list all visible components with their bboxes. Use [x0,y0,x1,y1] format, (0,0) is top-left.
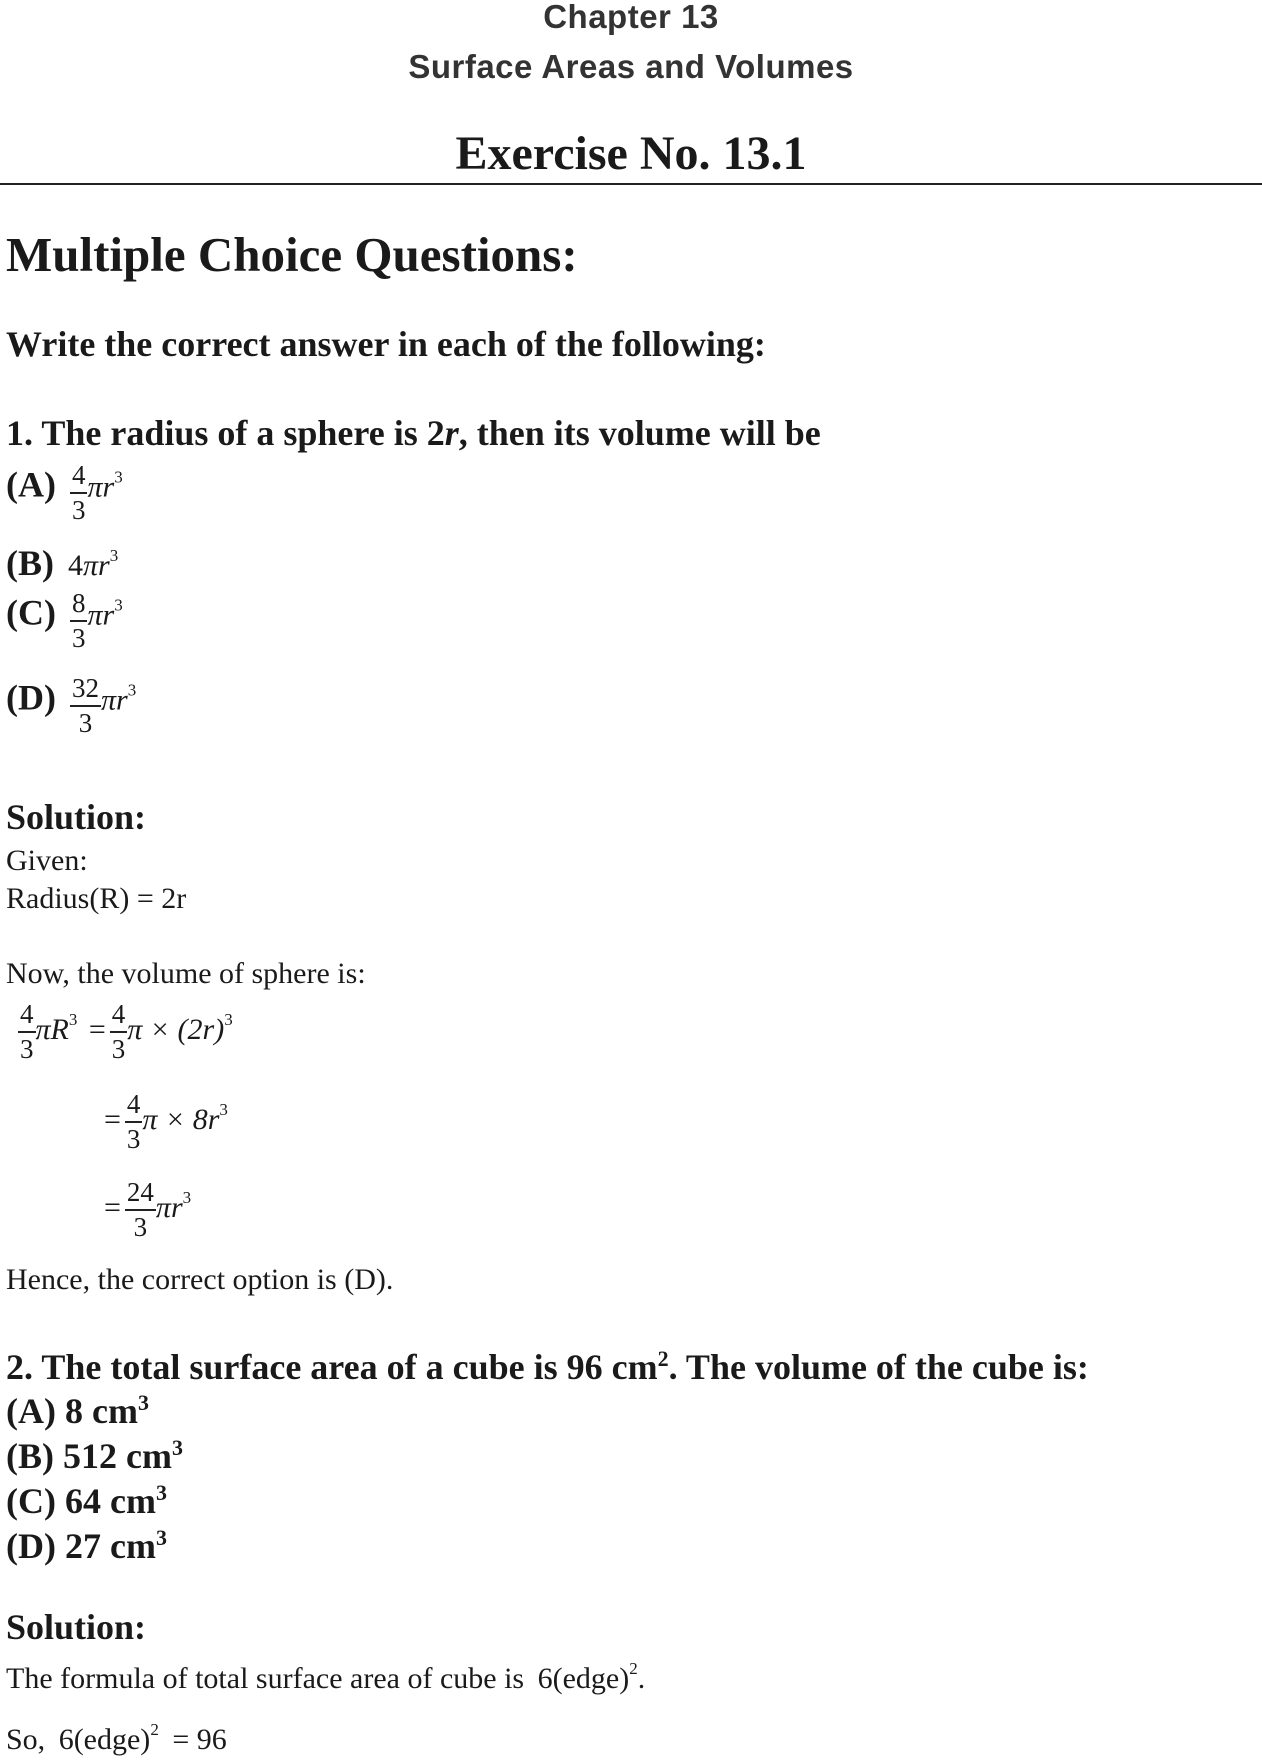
option-exponent: 3 [114,595,123,615]
question-2-text: 2. The total surface area of a cube is 96 cm [6,1347,658,1387]
q1-step-1 [18,1001,233,1063]
chapter-number: Chapter 13 [543,0,719,35]
option-text: (B) 512 cm [6,1436,172,1476]
option-label: (A) [6,464,56,505]
section-title: Multiple Choice Questions: [6,227,578,282]
option-label: (C) [6,592,56,633]
question-1-prefix: 1. The radius of a sphere is 2 [6,413,445,453]
formula-exponent: 2 [629,1659,638,1678]
formula-expression: 6(edge) [537,1662,630,1695]
step-fraction [125,1091,143,1153]
option-text: (C) 64 cm [6,1481,156,1521]
so-rhs: = 96 [172,1723,227,1756]
option-exponent: 3 [137,1390,149,1415]
option-term: πr [87,470,115,504]
fraction-denominator: 3 [111,1034,126,1064]
fraction-numerator: 24 [125,1179,156,1211]
question-1-variable: r [444,413,459,453]
fraction-denominator: 3 [78,708,93,738]
fraction-numerator: 32 [70,675,101,707]
q1-conclusion: Hence, the correct option is (D). [6,1263,394,1296]
q2-solution-title: Solution: [6,1607,147,1647]
chapter-title: Surface Areas and Volumes [408,48,854,85]
q1-option-b [6,542,118,584]
q2-formula [6,1659,645,1696]
option-exponent: 3 [109,546,119,565]
option-exponent: 3 [155,1480,167,1505]
step-exponent: 3 [219,1099,228,1119]
fraction-numerator: 8 [70,590,88,622]
option-text: (D) 27 cm [6,1526,156,1566]
q2-so-line [6,1720,227,1757]
q2-option-a [6,1390,149,1432]
option-term: πr [100,683,128,717]
option-fraction [70,462,88,524]
header-divider [0,183,1262,185]
option-exponent: 3 [171,1435,183,1460]
fraction-numerator: 4 [18,1001,36,1033]
question-1 [6,412,821,454]
instruction-text: Write the correct answer in each of the following: [6,324,766,364]
option-exponent: 3 [155,1525,167,1550]
so-text: So, [6,1723,46,1756]
q1-radius: Radius(R) = 2r [6,882,187,915]
fraction-denominator: 3 [20,1034,34,1064]
step-exponent: 3 [68,1009,78,1029]
q1-option-d [6,675,136,737]
question-2-exponent: 2 [657,1346,669,1371]
option-term: πr [87,598,115,632]
so-exponent: 2 [150,1720,159,1739]
fraction-denominator: 3 [133,1212,148,1242]
step-rhs: π × 8r [142,1102,220,1136]
option-label: (B) [6,543,54,583]
q1-given: Given: [6,844,88,877]
step-exponent: 3 [182,1187,192,1207]
q2-option-c [6,1480,167,1522]
question-2 [6,1346,1089,1388]
option-fraction [70,675,101,737]
option-fraction [70,590,88,652]
fraction-numerator: 4 [125,1091,143,1123]
so-expression: 6(edge) [58,1723,151,1756]
equals-sign: = [88,1012,106,1046]
step-rhs: πr [155,1190,183,1224]
fraction-numerator: 4 [110,1001,128,1033]
q1-step-3 [104,1179,191,1241]
q2-option-d [6,1525,167,1567]
option-exponent: 3 [127,680,137,700]
q2-option-b [6,1435,183,1477]
q1-now-text: Now, the volume of sphere is: [6,957,366,990]
option-term: πr [83,549,110,582]
question-2-end: . The volume of the cube is: [668,1347,1089,1387]
question-1-suffix: , then its volume will be [458,413,821,453]
step-rhs: π × (2r) [127,1012,225,1046]
option-label: (D) [6,677,56,718]
q1-option-c [6,590,123,652]
fraction-denominator: 3 [71,623,86,653]
fraction-numerator: 4 [70,462,88,494]
q1-option-a [6,462,123,524]
exercise-title: Exercise No. 13.1 [455,127,807,180]
step-fraction [125,1179,156,1241]
step-term: πR [35,1012,69,1046]
equals-sign: = [104,1102,121,1136]
step-fraction [18,1001,36,1063]
step-exponent: 3 [224,1009,233,1029]
option-text: (A) 8 cm [6,1391,138,1431]
fraction-denominator: 3 [71,495,86,525]
fraction-denominator: 3 [126,1124,141,1154]
formula-end: . [637,1662,646,1695]
step-fraction [110,1001,128,1063]
equals-sign: = [104,1190,121,1224]
formula-text: The formula of total surface area of cube is [6,1662,525,1695]
option-exponent: 3 [114,467,123,487]
q1-step-2 [104,1091,228,1153]
q1-solution-title: Solution: [6,797,147,837]
option-coefficient: 4 [68,549,83,582]
